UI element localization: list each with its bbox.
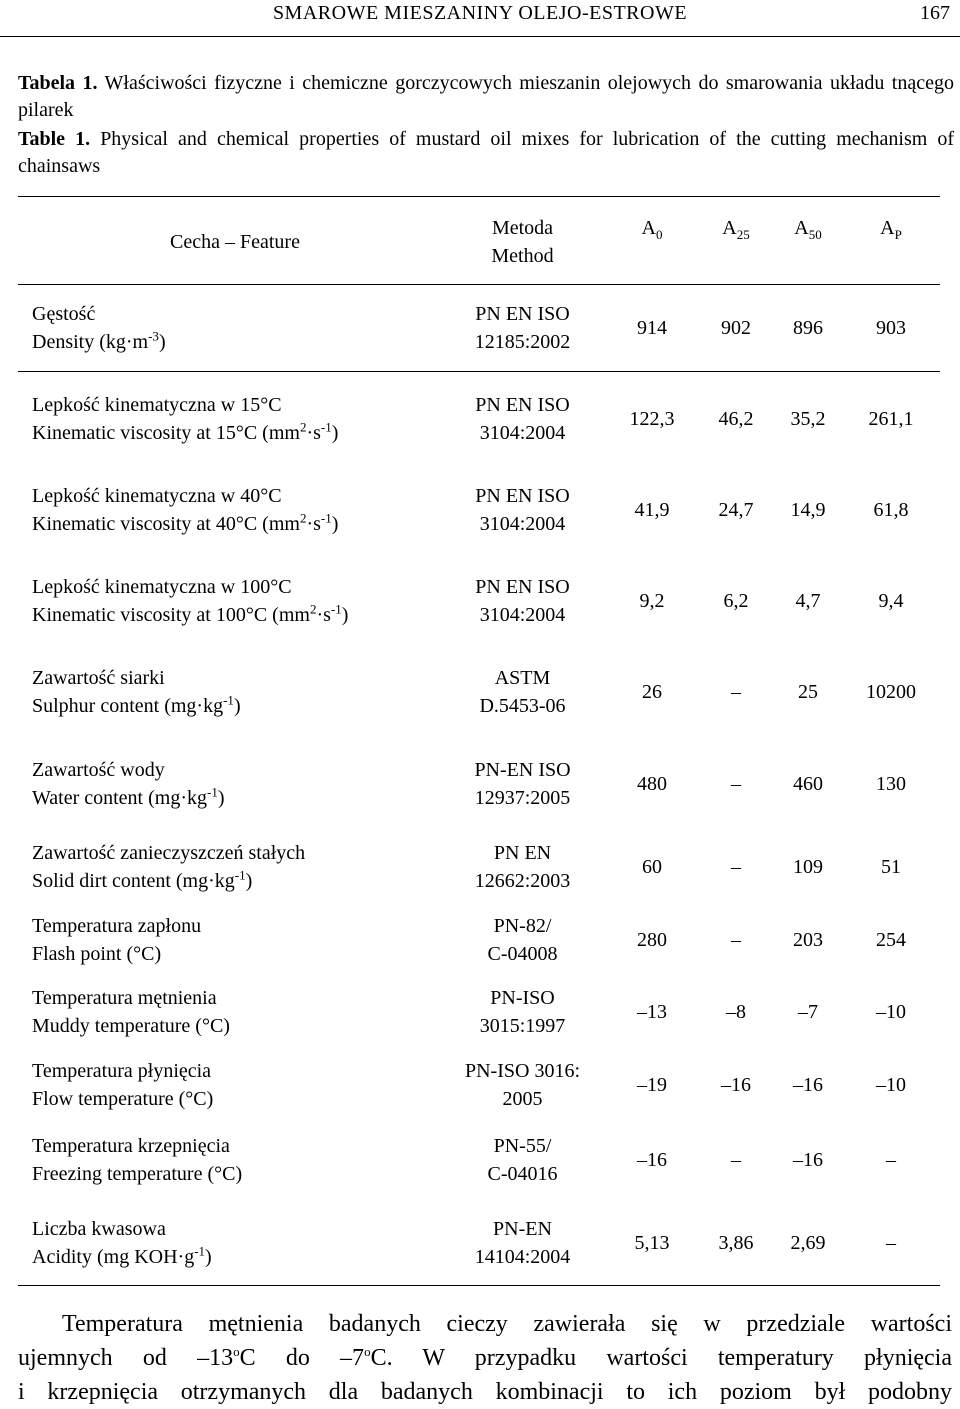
caption-english-label: Table 1. — [18, 128, 91, 150]
table-cell-value: –8 — [726, 1001, 746, 1023]
feature-polish: Zawartość zanieczyszczeń stałych — [32, 842, 306, 864]
table-top-rule — [18, 196, 940, 197]
method-line-2: C-04008 — [487, 943, 558, 965]
table-cell-value: 261,1 — [868, 408, 914, 430]
feature-unit-exponent: -1 — [320, 510, 332, 526]
table-row-feature — [32, 391, 452, 447]
method-line-2: 12662:2003 — [474, 870, 571, 892]
header-col-sub: 0 — [655, 227, 663, 242]
header-col-ap — [846, 214, 936, 242]
table-cell-value: –7 — [798, 1001, 818, 1023]
table-cell-value: – — [731, 929, 741, 951]
feature-english — [32, 510, 452, 538]
table-cell-value: 26 — [642, 681, 662, 703]
degree-mark: o — [233, 1344, 240, 1359]
feature-unit-text: ·s — [306, 513, 321, 535]
table-cell-value: –16 — [793, 1149, 823, 1171]
caption-polish — [18, 70, 954, 124]
body-line-3: i krzepnięcia otrzymanych dla badanych kombinacji to ich poziom był podobny — [18, 1379, 952, 1405]
feature-polish: Temperatura krzepnięcia — [32, 1135, 230, 1157]
running-header — [0, 0, 960, 37]
feature-unit-text: ·s — [306, 422, 321, 444]
feature-polish: Temperatura mętnienia — [32, 987, 217, 1009]
feature-english — [32, 784, 452, 812]
feature-english — [32, 940, 452, 968]
page-number: 167 — [920, 2, 950, 24]
table-cell-value: –16 — [721, 1074, 751, 1096]
method-line-2: 3015:1997 — [479, 1015, 566, 1037]
table-cell-value: – — [731, 1149, 741, 1171]
feature-english-text: Flash point (°C) — [32, 943, 162, 965]
caption-english-text: Physical and chemical properties of mustard oil mixes for lubrication of the cutting mechanism of chainsaws — [18, 128, 955, 177]
feature-polish: Temperatura płynięcia — [32, 1060, 212, 1082]
table-cell-value: – — [731, 856, 741, 878]
table-cell-value: – — [886, 1232, 896, 1254]
method-line-2: C-04016 — [487, 1163, 558, 1185]
feature-english — [32, 601, 452, 629]
table-row-feature — [32, 1132, 452, 1188]
degree-mark: o — [364, 1344, 371, 1359]
body-line-2 — [18, 1341, 952, 1375]
feature-english-text: Acidity (mg KOH·g — [32, 1246, 195, 1268]
table-cell-value: 480 — [637, 773, 667, 795]
table-cell-value: – — [731, 773, 741, 795]
method-line-1: ASTM — [494, 667, 551, 689]
feature-english-text: Kinematic viscosity at 15°C (mm — [32, 422, 300, 444]
feature-unit-exponent: -1 — [207, 784, 218, 800]
table-cell-value: 60 — [642, 856, 662, 878]
feature-unit-exponent: -1 — [320, 419, 332, 435]
header-col-base: A — [794, 217, 809, 239]
feature-polish: Gęstość — [32, 303, 96, 325]
table-cell-value: 460 — [793, 773, 823, 795]
method-line-1: PN-82/ — [493, 915, 552, 937]
header-col-a50 — [763, 214, 853, 242]
header-method-pl: Metoda — [491, 217, 554, 239]
header-method — [440, 214, 605, 270]
table-cell-value: 25 — [798, 681, 818, 703]
feature-unit-exponent: -1 — [234, 867, 246, 883]
feature-unit-exponent: 2 — [299, 510, 307, 526]
feature-unit-close: ) — [341, 604, 349, 626]
table-cell-value: 254 — [876, 929, 906, 951]
header-col-base: A — [880, 217, 895, 239]
method-line-1: PN EN — [493, 842, 552, 864]
caption-polish-label: Tabela 1. — [18, 72, 98, 94]
table-cell-value: –10 — [876, 1074, 906, 1096]
table-row-feature — [32, 984, 452, 1040]
feature-english — [32, 1012, 452, 1040]
feature-unit-exponent: 2 — [299, 419, 307, 435]
table-cell-value: 914 — [637, 317, 667, 339]
table-row-method — [440, 482, 605, 538]
caption-polish-text: Właściwości fizyczne i chemiczne gorczycowych mieszanin olejowych do smarowania układu tnącego pilarek — [18, 72, 954, 121]
table-row-feature — [32, 664, 452, 720]
table-cell-value: –16 — [637, 1149, 667, 1171]
body-paragraph — [18, 1307, 952, 1409]
method-line-1: PN-ISO — [490, 987, 555, 1009]
method-line-1: PN EN ISO — [475, 303, 570, 325]
body-line-1: Temperatura mętnienia badanych cieczy zawierała się w przedziale wartości — [62, 1311, 952, 1337]
table-row-method — [440, 1132, 605, 1188]
table-cell-value: –19 — [637, 1074, 667, 1096]
feature-unit-close: ) — [245, 870, 253, 892]
table-cell-value: 61,8 — [873, 499, 909, 521]
feature-english-text: Sulphur content (mg·kg — [32, 695, 224, 717]
table-cell-value: 122,3 — [629, 408, 675, 430]
table-cell-value: 130 — [876, 773, 906, 795]
table-cell-value: –13 — [637, 1001, 667, 1023]
table-cell-value: 2,69 — [790, 1232, 826, 1254]
body-line-2-pre: ujemnych od –13 — [18, 1345, 234, 1371]
table-cell-value: 51 — [881, 856, 901, 878]
method-line-1: PN-EN — [493, 1218, 552, 1240]
table-row-method — [440, 391, 605, 447]
method-line-2: 3104:2004 — [479, 422, 566, 444]
table-row-feature — [32, 573, 452, 629]
feature-unit-exponent: -1 — [330, 601, 342, 617]
table-row-method — [440, 756, 605, 812]
body-line-2-mid: C do –7 — [239, 1345, 365, 1371]
table-cell-value: 35,2 — [790, 408, 826, 430]
method-line-1: PN-55/ — [493, 1135, 552, 1157]
table-cell-value: 896 — [793, 317, 823, 339]
feature-unit-close: ) — [158, 331, 166, 353]
method-line-1: PN EN ISO — [475, 576, 570, 598]
feature-unit-exponent: -1 — [194, 1243, 206, 1259]
feature-english — [32, 692, 452, 720]
feature-english-text: Solid dirt content (mg·kg — [32, 870, 235, 892]
table-cell-value: 5,13 — [634, 1232, 670, 1254]
feature-polish: Zawartość wody — [32, 759, 165, 781]
table-row-feature — [32, 482, 452, 538]
feature-english — [32, 419, 452, 447]
table-row-feature — [32, 756, 452, 812]
method-line-1: PN-EN ISO — [474, 759, 571, 781]
table-row-method — [440, 664, 605, 720]
table-cell-value: –10 — [876, 1001, 906, 1023]
table-cell-value: 14,9 — [790, 499, 826, 521]
header-feature: Cecha – Feature — [170, 231, 300, 253]
feature-english — [32, 867, 452, 895]
table-cell-value: 10200 — [866, 681, 916, 703]
table-row-method — [440, 1057, 605, 1113]
method-line-1: PN EN ISO — [475, 394, 570, 416]
feature-english — [32, 1160, 452, 1188]
table-row-feature — [32, 1215, 452, 1271]
table-cell-value: 903 — [876, 317, 906, 339]
table-row-method — [440, 1215, 605, 1271]
header-method-en: Method — [491, 245, 554, 267]
table-row-feature — [32, 912, 452, 968]
method-line-2: 14104:2004 — [474, 1246, 571, 1268]
feature-english — [32, 1085, 452, 1113]
table-row-method — [440, 300, 605, 356]
header-col-a0 — [607, 214, 697, 242]
feature-english-text: Water content (mg·kg — [32, 787, 207, 809]
feature-polish: Lepkość kinematyczna w 40°C — [32, 485, 282, 507]
method-line-2: 12937:2005 — [474, 787, 571, 809]
feature-unit-exponent: -1 — [223, 692, 234, 708]
header-col-base: A — [722, 217, 737, 239]
feature-english-text: Kinematic viscosity at 100°C (mm — [32, 604, 310, 626]
table-cell-value: –16 — [793, 1074, 823, 1096]
feature-english — [32, 328, 452, 356]
feature-english-text: Muddy temperature (°C) — [32, 1015, 230, 1037]
table-cell-value: 41,9 — [634, 499, 670, 521]
feature-unit-close: ) — [331, 513, 339, 535]
table-row-feature — [32, 300, 452, 356]
table-row-method — [440, 839, 605, 895]
feature-polish: Zawartość siarki — [32, 667, 165, 689]
method-line-2: D.5453-06 — [479, 695, 566, 717]
feature-polish: Liczba kwasowa — [32, 1218, 166, 1240]
feature-polish: Lepkość kinematyczna w 100°C — [32, 576, 292, 598]
feature-unit-close: ) — [217, 787, 225, 809]
header-col-sub: 25 — [736, 227, 750, 242]
table-row-method — [440, 573, 605, 629]
feature-unit-exponent: -3 — [148, 328, 159, 344]
feature-unit-exponent: 2 — [309, 601, 317, 617]
feature-english — [32, 1243, 452, 1271]
table-cell-value: 3,86 — [718, 1232, 754, 1254]
table-row-feature — [32, 839, 452, 895]
header-col-base: A — [641, 217, 656, 239]
table-row-rule — [18, 371, 940, 372]
running-title: SMAROWE MIESZANINY OLEJO-ESTROWE — [272, 2, 688, 24]
table-cell-value: 4,7 — [795, 590, 821, 612]
method-line-2: 12185:2002 — [474, 331, 571, 353]
feature-english-text: Kinematic viscosity at 40°C (mm — [32, 513, 300, 535]
table-cell-value: 24,7 — [718, 499, 754, 521]
method-line-2: 2005 — [502, 1088, 543, 1110]
table-row-method — [440, 984, 605, 1040]
method-line-1: PN-ISO 3016: — [464, 1060, 580, 1082]
feature-unit-close: ) — [205, 1246, 212, 1268]
method-line-2: 3104:2004 — [479, 513, 566, 535]
feature-unit-close: ) — [331, 422, 339, 444]
header-col-sub: P — [894, 227, 902, 242]
table-cell-value: – — [731, 681, 741, 703]
caption-english — [18, 126, 954, 180]
header-col-sub: 50 — [808, 227, 822, 242]
feature-english-text: Density (kg·m — [32, 331, 149, 353]
body-line-2-post: C. W przypadku wartości temperatury płynięcia — [370, 1345, 952, 1371]
table-cell-value: 9,2 — [639, 590, 665, 612]
feature-english-text: Flow temperature (°C) — [32, 1088, 214, 1110]
feature-polish: Lepkość kinematyczna w 15°C — [32, 394, 282, 416]
feature-unit-close: ) — [233, 695, 241, 717]
table-cell-value: 109 — [793, 856, 823, 878]
table-cell-value: 203 — [793, 929, 823, 951]
method-line-1: PN EN ISO — [475, 485, 570, 507]
table-row-method — [440, 912, 605, 968]
table-cell-value: 6,2 — [723, 590, 749, 612]
table-cell-value: 280 — [637, 929, 667, 951]
feature-unit-text: ·s — [316, 604, 331, 626]
feature-english-text: Freezing temperature (°C) — [32, 1163, 243, 1185]
table-cell-value: 9,4 — [878, 590, 904, 612]
table-row-feature — [32, 1057, 452, 1113]
feature-polish: Temperatura zapłonu — [32, 915, 202, 937]
table-bottom-rule — [18, 1285, 940, 1286]
table-header-rule — [18, 284, 940, 285]
table-cell-value: 46,2 — [718, 408, 754, 430]
table-cell-value: – — [886, 1149, 896, 1171]
table-cell-value: 902 — [721, 317, 751, 339]
method-line-2: 3104:2004 — [479, 604, 566, 626]
